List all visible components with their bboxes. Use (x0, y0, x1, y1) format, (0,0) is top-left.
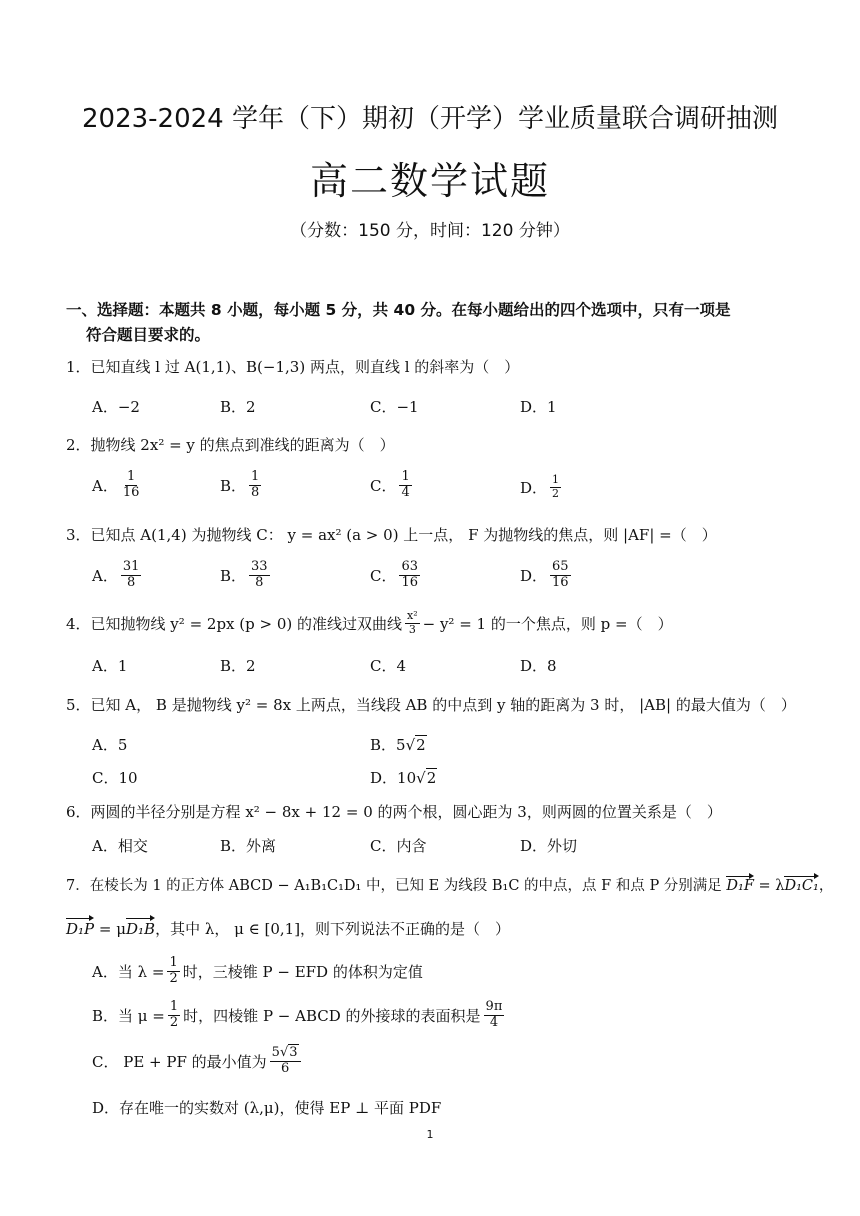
question-7-stem-line2 (66, 918, 510, 939)
fraction-denominator: 4 (401, 484, 410, 500)
fraction-numerator: 33 (251, 559, 268, 574)
question-4-option-d: D．8 (520, 657, 557, 675)
sqrt-radicand: 3 (289, 1045, 298, 1060)
question-5-option-a: A．5 (92, 736, 128, 754)
sqrt-coefficient: 5 (271, 1045, 280, 1060)
fraction-numerator: 63 (401, 559, 419, 574)
page-number: 1 (426, 1128, 434, 1141)
fraction (405, 610, 420, 636)
question-2-option-a (92, 470, 144, 501)
fraction (550, 474, 561, 500)
option-label: D． (520, 566, 548, 585)
question-7-option-a (92, 956, 423, 987)
question-7-option-b (92, 1000, 507, 1031)
question-3-option-d (520, 560, 574, 591)
option-label: A． (92, 476, 118, 495)
question-6-option-b: B．外离 (220, 837, 277, 855)
option-label: B． (220, 476, 247, 495)
fraction (550, 560, 571, 591)
fraction-denominator: 2 (169, 1014, 179, 1030)
sqrt-expression: √2 (405, 735, 426, 754)
question-7-option-d: D．存在唯一的实数对 (λ,μ)，使得 EP ⊥ 平面 PDF (92, 1099, 442, 1117)
fraction (399, 470, 411, 501)
vector-d1c1: D₁C₁ (784, 878, 819, 894)
question-3-option-b (220, 560, 273, 591)
stem-text: = λ (753, 878, 785, 894)
fraction-numerator: 1 (126, 469, 136, 484)
sqrt-coefficient: 10 (397, 768, 417, 787)
stem-text: ，其中 λ， μ ∈ [0,1]，则下列说法不正确的是（ ） (155, 920, 511, 938)
option-label: C． (370, 566, 397, 585)
section-heading-line1: 一、选择题：本题共 8 小题，每小题 5 分，共 40 分。在每小题给出的四个选项中，只有一项是 (66, 301, 731, 319)
option-text: B．当 μ = (92, 1006, 165, 1025)
sqrt-radicand: 2 (426, 768, 437, 787)
question-1-option-c: C．−1 (370, 398, 419, 416)
question-7-option-c (92, 1046, 304, 1077)
question-1-option-b: B．2 (220, 398, 256, 416)
question-5-option-d (370, 767, 437, 788)
question-4-option-c: C．4 (370, 657, 407, 675)
question-6-option-c: C．内含 (370, 837, 427, 855)
fraction-denominator: 4 (489, 1014, 499, 1030)
option-label: A． (92, 566, 118, 585)
fraction-numerator: 1 (401, 469, 410, 484)
fraction-numerator: 9π (485, 999, 503, 1014)
fraction-numerator: 1 (169, 955, 178, 970)
section-heading (66, 298, 806, 348)
question-2-option-c (370, 470, 415, 501)
fraction-denominator: 3 (408, 622, 416, 636)
fraction-numerator: 1 (552, 473, 560, 486)
question-4-option-a: A．1 (92, 657, 128, 675)
sqrt-coefficient: 5 (396, 735, 406, 754)
fraction-numerator (270, 1046, 301, 1062)
option-label: D． (520, 478, 548, 497)
fraction-denominator: 16 (401, 574, 419, 590)
question-1-option-a: A．−2 (92, 398, 140, 416)
fraction-denominator: 8 (251, 484, 260, 500)
question-4-stem (66, 610, 673, 636)
question-2-option-d (520, 474, 564, 500)
fraction-denominator: 2 (552, 486, 560, 500)
option-text: 时，四棱锥 P − ABCD 的外接球的表面积是 (183, 1006, 481, 1025)
fraction-denominator: 16 (122, 484, 140, 500)
fraction (167, 956, 179, 987)
question-3-option-c (370, 560, 423, 591)
vector-d1b: D₁B (126, 920, 156, 938)
sqrt-radicand: 2 (416, 735, 426, 754)
stem-text: = μ (94, 920, 126, 938)
option-text: 时，三棱锥 P − EFD 的体积为定值 (182, 962, 423, 981)
option-text: A．当 λ = (92, 962, 165, 981)
question-1-stem: 1．已知直线 l 过 A(1,1)、B(−1,3) 两点，则直线 l 的斜率为（ ） (66, 358, 520, 376)
question-6-option-d: D．外切 (520, 837, 578, 855)
vector-d1p: D₁P (66, 920, 95, 938)
exam-header-title: 2023-2024 学年（下）期初（开学）学业质量联合调研抽测 (82, 104, 778, 134)
fraction-numerator: 65 (552, 559, 569, 574)
question-1-option-d: D．1 (520, 398, 557, 416)
sqrt-expression: √3 (279, 1045, 298, 1060)
fraction-denominator: 8 (126, 574, 136, 590)
fraction (270, 1046, 301, 1077)
fraction-denominator: 6 (280, 1060, 290, 1076)
question-2-option-b (220, 470, 264, 501)
question-4-option-b: B．2 (220, 657, 256, 675)
fraction-denominator: 8 (255, 574, 264, 590)
stem-text: ， (818, 878, 834, 894)
fraction (249, 470, 261, 501)
fraction-numerator: 31 (122, 559, 140, 574)
option-text: C． PE + PF 的最小值为 (92, 1052, 267, 1071)
fraction-numerator: 1 (169, 999, 179, 1014)
question-6-stem: 6．两圆的半径分别是方程 x² − 8x + 12 = 0 的两个根，圆心距为 3，则两圆的位置关系是（ ） (66, 803, 722, 821)
fraction-denominator: 2 (169, 970, 178, 986)
fraction (484, 1000, 505, 1031)
question-5-option-b (370, 734, 427, 755)
stem-text: 7．在棱长为 1 的正方体 ABCD − A₁B₁C₁D₁ 中，已知 E 为线段 B₁C 的中点，点 F 和点 P 分别满足 (66, 878, 727, 894)
question-7-stem-line1 (66, 874, 833, 895)
fraction-numerator: 1 (251, 469, 260, 484)
question-2-stem: 2．抛物线 2x² = y 的焦点到准线的距离为（ ） (66, 436, 395, 454)
stem-text: − y² = 1 的一个焦点，则 p =（ ） (422, 614, 673, 633)
exam-score-time-info: （分数：150 分，时间：120 分钟） (290, 221, 570, 241)
question-5-stem: 5．已知 A， B 是抛物线 y² = 8x 上两点，当线段 AB 的中点到 y 轴的距离为 3 时， |AB| 的最大值为（ ） (66, 696, 796, 714)
question-3-option-a (92, 560, 144, 591)
fraction-denominator: 16 (552, 574, 569, 590)
fraction-numerator: x² (407, 609, 418, 622)
fraction (168, 1000, 180, 1031)
fraction (121, 560, 142, 591)
option-label: C． (370, 476, 397, 495)
question-3-stem: 3．已知点 A(1,4) 为抛物线 C： y = ax² (a > 0) 上一点， F 为抛物线的焦点，则 |AF| =（ ） (66, 526, 717, 544)
fraction (399, 560, 420, 591)
subject-title: 高二数学试题 (309, 159, 550, 203)
option-label: B． (370, 736, 397, 754)
sqrt-expression: √2 (416, 768, 437, 787)
option-label: B． (220, 566, 247, 585)
vector-d1f: D₁F (726, 878, 754, 894)
option-label: D． (370, 769, 398, 787)
question-5-option-c: C．10 (92, 769, 138, 787)
fraction (121, 470, 142, 501)
stem-text: 4．已知抛物线 y² = 2px (p > 0) 的准线过双曲线 (66, 614, 402, 633)
fraction (249, 560, 270, 591)
question-6-option-a: A．相交 (92, 837, 148, 855)
section-heading-line2: 符合题目要求的。 (86, 326, 211, 344)
